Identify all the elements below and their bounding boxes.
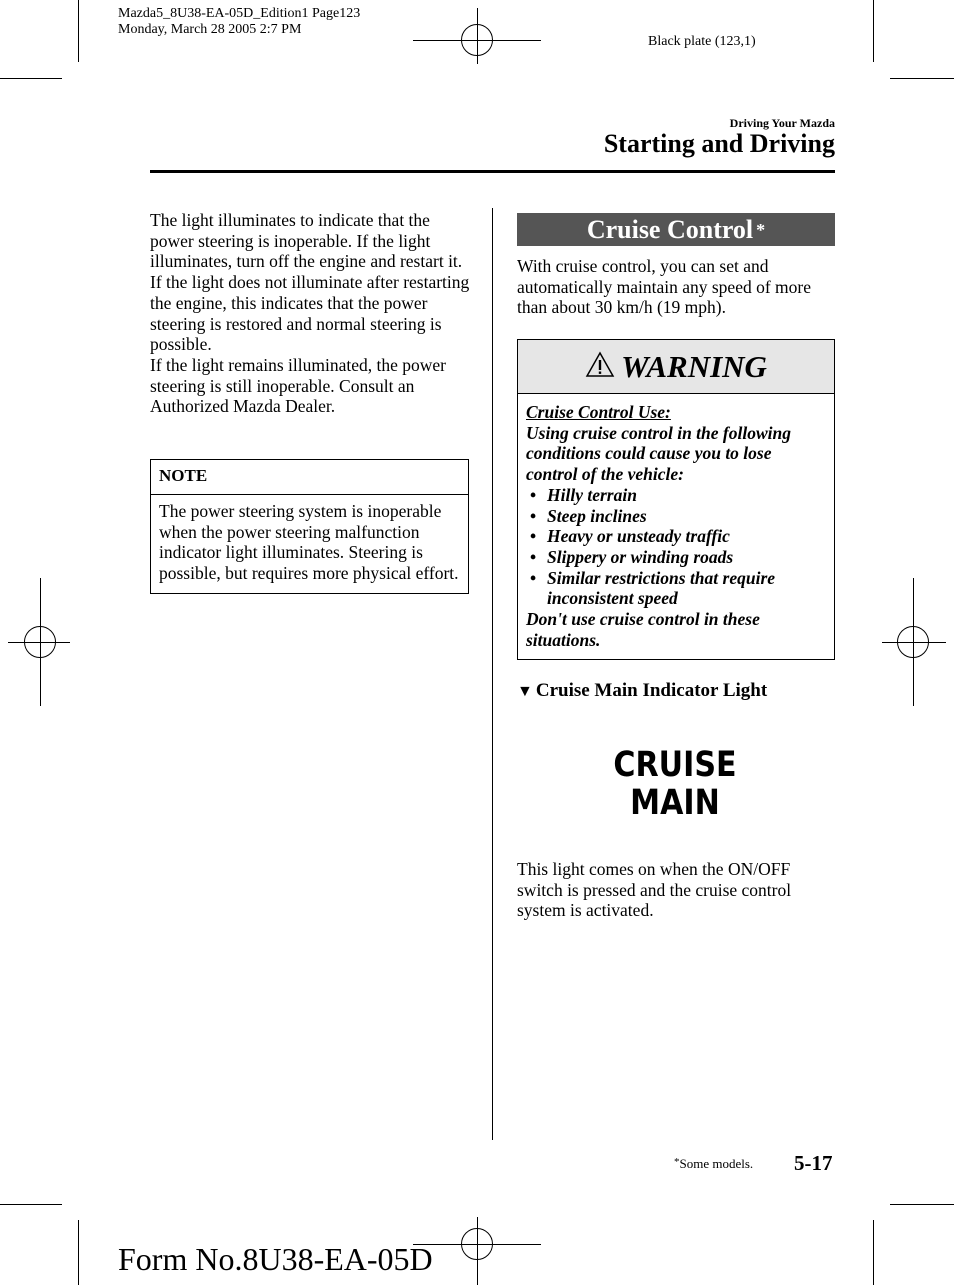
warning-closing: Don't use cruise control in these situations. <box>526 609 760 650</box>
footnote-text: Some models. <box>679 1156 754 1171</box>
warning-title: WARNING <box>621 348 767 384</box>
warning-triangle-icon <box>585 351 615 383</box>
cruise-control-heading <box>517 213 835 246</box>
note-heading: NOTE <box>151 460 468 495</box>
note-body: The power steering system is inoperable when the power steering malfunction indicator light illuminates. Steering is possible, but requires more physical effort. <box>159 501 459 584</box>
light-description: This light comes on when the ON/OFF switch is pressed and the cruise control system is activated. <box>517 859 792 921</box>
paragraph-text: The light illuminates to indicate that the power steering is inoperable. If the light illuminates, turn off the engine and restart it. If the light does not illuminate after restarting the engine, this indicates that the power steering is restored and normal steering is possible. If the light remains illuminated, the power steering is still inoperable. Consult an Authorized Mazda Dealer. <box>150 210 470 417</box>
cruise-main-subheading <box>517 680 767 702</box>
section-title: Starting and Driving <box>603 129 835 158</box>
cruise-main-indicator <box>576 746 774 822</box>
warning-header <box>518 340 834 394</box>
print-meta-line1: Mazda5_8U38-EA-05D_Edition1 Page123 <box>118 6 361 21</box>
list-item: • Similar restrictions that require inconsistent speed <box>530 567 776 609</box>
print-meta-line2: Monday, March 28 2005 2:7 PM <box>118 22 302 37</box>
heading-text: Cruise Control <box>586 215 754 244</box>
some-models-mark: * <box>756 220 766 240</box>
list-item: • Steep inclines <box>530 505 647 526</box>
footnote-mark: * <box>674 1156 680 1168</box>
list-item: • Heavy or unsteady traffic <box>530 526 730 547</box>
chapter-label: Driving Your Mazda <box>729 116 835 130</box>
warning-list <box>526 485 826 609</box>
form-number: Form No.8U38-EA-05D <box>118 1241 433 1277</box>
list-item: • Slippery or winding roads <box>530 546 734 567</box>
warning-lead: Using cruise control in the following conditions could cause you to lose control of the vehicle: <box>526 422 791 485</box>
header-rule <box>150 170 835 173</box>
page-number: 5-17 <box>794 1151 833 1175</box>
column-divider <box>492 208 493 1140</box>
cruise-intro-paragraph: With cruise control, you can set and automatically maintain any speed of more than about 30 km/h (19 mph). <box>517 256 811 318</box>
note-box <box>150 459 469 594</box>
warning-body <box>518 394 834 659</box>
list-item: • Hilly terrain <box>530 484 637 505</box>
indicator-line1: CRUISE <box>613 745 737 785</box>
indicator-line2: MAIN <box>630 783 720 823</box>
warning-subtitle: Cruise Control Use: <box>526 402 671 422</box>
triangle-down-icon: ▼ <box>517 683 533 700</box>
warning-box <box>517 339 835 660</box>
subheading-text: Cruise Main Indicator Light <box>535 680 768 701</box>
plate-label: Black plate (123,1) <box>648 34 756 49</box>
print-metadata <box>118 6 360 38</box>
footnote <box>674 1156 753 1172</box>
power-steering-paragraph <box>150 210 470 417</box>
